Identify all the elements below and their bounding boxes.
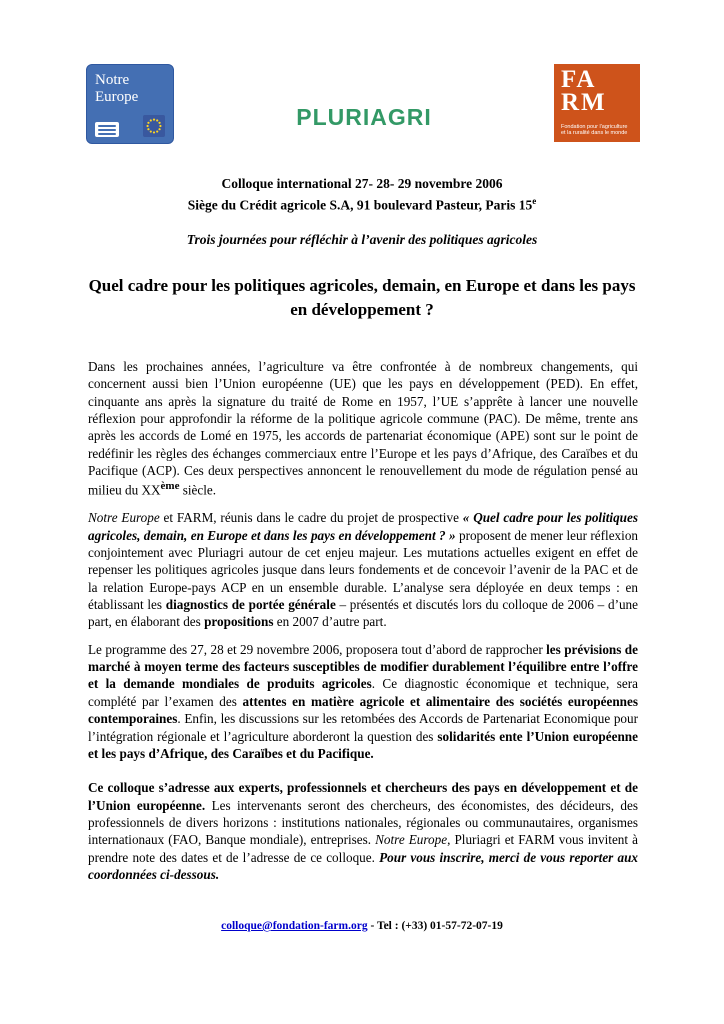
email-link[interactable]: colloque@fondation-farm.org xyxy=(221,920,368,932)
text-segment: Le programme des 27, 28 et 29 novembre 2006, proposera tout d’abord de rapprocher xyxy=(88,641,547,657)
document-body xyxy=(0,322,724,883)
text-segment: Les intervenants seront des chercheurs, des économistes, des décideurs, des professionnels de divers horizons : institutions nationales, régionales ou communautaires, organismes internationaux (FAO, Banque mondiale), entreprises. xyxy=(88,797,638,848)
text-segment: Notre Europe xyxy=(375,832,448,848)
document-lines-icon xyxy=(95,122,119,137)
pluriagri-title: PLURIAGRI xyxy=(296,104,432,130)
text-segment: Dans les prochaines années, l’agriculture va être confrontée à de nombreux changements, qui concernent aussi bien l’Union européenne (UE) que les pays en développement (PED). En effet, cinquante ans après la signature du traité de Rome en 1957, l’UE s’apprête à lancer une nouvelle réflexion pour approfondir la réforme de la politique agricole commune (PAC). De même, trente ans après les accords de Lomé en 1975, les accords de partenariat économique (APE) sont sur le point de redéfinir les règles des échanges commerciaux entre l’Europe et les pays d’Afrique, des Caraïbes et du Pacifique (ACP). Ces deux perspectives annoncent le renouvellement du mode de régulation pensé au milieu du XX xyxy=(88,358,638,498)
text-segment: attentes en matière agricole et alimentaire des sociétés européennes contemporaines xyxy=(88,693,639,727)
farm-logo-tagline: Fondation pour l'agriculture et la ruralité dans le monde xyxy=(561,123,628,137)
text-segment: les prévisions de marché à moyen terme des facteurs susceptibles de modifier durablement l’équilibre entre l’offre et la demande mondiales de produits agricoles xyxy=(88,641,638,692)
footer-contact xyxy=(0,920,724,932)
notre-europe-logo-text xyxy=(95,72,165,106)
paragraph-audience xyxy=(88,779,638,883)
event-info xyxy=(0,174,724,216)
text-segment: Ce colloque s’adresse aux experts, professionnels et chercheurs des pays en développement et de l’Union européenne. xyxy=(88,780,638,813)
farm-logo-letters xyxy=(561,68,633,114)
text-segment: solidarités ente l’Union européenne et les pays d’Afrique, des Caraïbes et du Pacifique. xyxy=(88,728,638,761)
notre-europe-line1: Notre xyxy=(95,72,130,88)
paragraph-programme xyxy=(88,641,638,763)
notre-europe-logo-icons xyxy=(95,115,165,137)
text-segment: propositions xyxy=(204,614,274,630)
text-segment: - Tel : (+33) 01-57-72-07-19 xyxy=(367,920,503,932)
event-subtitle: Trois journées pour réfléchir à l’avenir des politiques agricoles xyxy=(186,232,538,248)
header xyxy=(0,0,724,144)
paragraph-intro xyxy=(88,358,638,499)
text-segment: Siège du Crédit agricole S.A, 91 boulevard Pasteur, Paris 15 xyxy=(187,197,533,213)
notre-europe-line2: Europe xyxy=(95,88,139,105)
eu-stars-icon xyxy=(143,115,165,137)
notre-europe-logo xyxy=(86,64,174,144)
main-title: Quel cadre pour les politiques agricoles, demain, en Europe et dans les pays en développement ? xyxy=(88,276,636,320)
text-segment: e xyxy=(532,195,537,206)
text-segment: proposent de mener leur réflexion conjointement avec Pluriagri autour de cet enjeu majeur. Les mutations actuelles exigent en effet de repenser les politiques agricoles jusque dans leurs fondements et de concevoir l’avenir de la PAC et de la relation Europe-pays ACP en un ensemble durable. L’analyse sera déployée en deux temps : en établissant les xyxy=(88,527,639,612)
text-segment: ème xyxy=(160,480,180,493)
text-segment: . Ce diagnostic économique et technique, sera complété par l’examen des xyxy=(88,676,638,709)
text-segment: – présentés et discutés lors du colloque de 2006 – d’une part, en élaborant des xyxy=(88,597,639,630)
text-segment: Notre Europe xyxy=(88,510,160,526)
event-address-line xyxy=(0,195,724,216)
text-segment: et FARM, réunis dans le cadre du projet de prospective xyxy=(159,510,463,526)
text-segment: en 2007 d’autre part. xyxy=(273,614,387,630)
farm-logo xyxy=(554,64,640,142)
text-segment: « Quel cadre pour les politiques agricoles, demain, en Europe et dans les pays en développement ? » xyxy=(88,510,638,543)
event-dates-line: Colloque international 27- 28- 29 novembre 2006 xyxy=(221,176,503,191)
text-segment: . Enfin, les discussions sur les retombées des Accords de Partenariat Economique pour l’intégration régionale et l’agriculture aborderont la question des xyxy=(88,711,638,744)
text-segment: Pour vous inscrire, merci de vous reporter aux coordonnées ci-dessous. xyxy=(88,849,639,883)
farm-letters-line1: FA xyxy=(561,66,597,93)
paragraph-project xyxy=(88,509,638,631)
text-segment: diagnostics de portée générale xyxy=(165,597,336,612)
farm-letters-line2: RM xyxy=(561,89,607,116)
text-segment: , Pluriagri et FARM vous invitent à prendre note des dates et de l’adresse de ce colloque. xyxy=(88,832,638,865)
text-segment: siècle. xyxy=(179,482,217,498)
